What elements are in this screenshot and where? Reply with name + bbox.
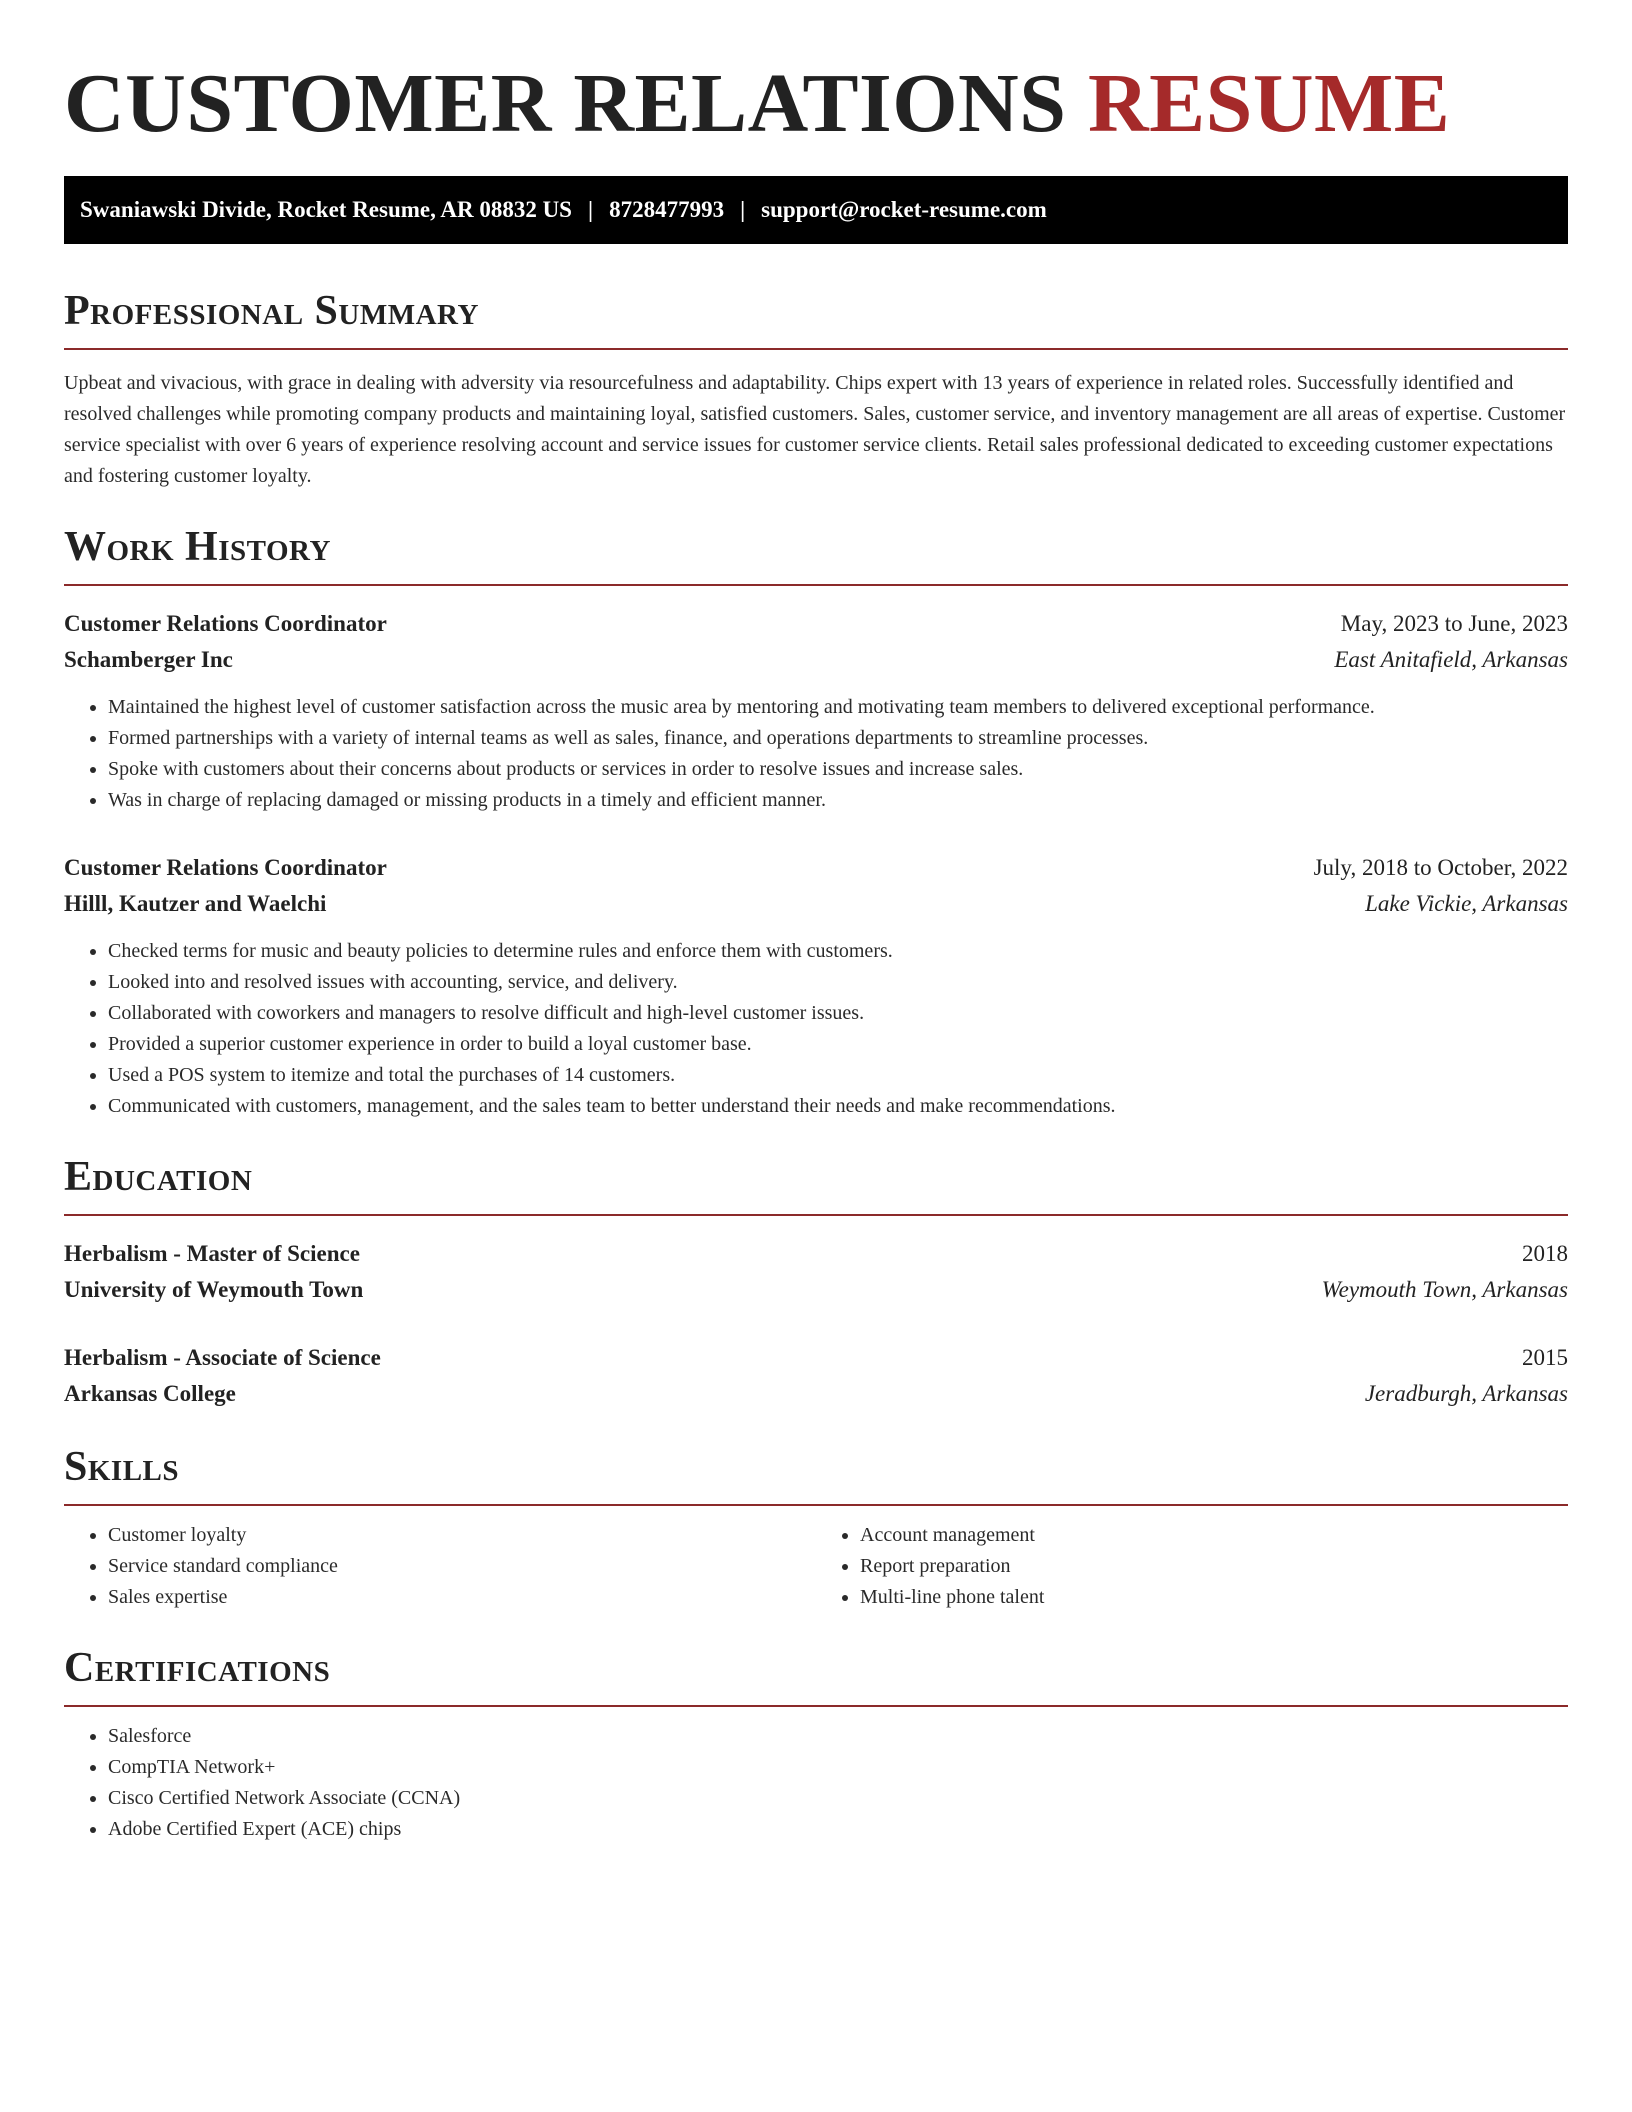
section-heading-certifications: Certifications bbox=[64, 1645, 331, 1691]
job-title: Customer Relations Coordinator bbox=[64, 611, 387, 636]
list-item: • Account management bbox=[860, 1520, 1568, 1551]
education-year: 2015 bbox=[1522, 1345, 1568, 1370]
section-divider bbox=[64, 1504, 1568, 1506]
contact-bar bbox=[64, 176, 1568, 244]
section-divider bbox=[64, 348, 1568, 350]
education-school-row bbox=[64, 1376, 1568, 1412]
work-history-section bbox=[64, 522, 1568, 1122]
summary-text: Upbeat and vivacious, with grace in dealing with adversity via resourcefulness and adaptability. Chips expert with 13 years of experience in related roles. Successfully identified and resolved challenges while promoting company products and maintaining loyal, satisfied customers. Sales, customer service, and inventory management are all areas of expertise. Customer service specialist with over 6 years of experience resolving account and service issues for customer service clients. Retail sales professional dedicated to exceeding customer expectations and fostering customer loyalty. bbox=[64, 372, 1566, 487]
list-item: • Report preparation bbox=[860, 1551, 1568, 1582]
education-degree: Herbalism - Master of Science bbox=[64, 1241, 360, 1266]
list-item: • Multi-line phone talent bbox=[860, 1582, 1568, 1613]
title-accent: RESUME bbox=[1087, 57, 1451, 150]
job-company-row bbox=[64, 642, 1568, 678]
skills-list-right bbox=[816, 1520, 1568, 1613]
list-item: • Customer loyalty bbox=[108, 1520, 816, 1551]
job-bullets bbox=[64, 692, 1568, 816]
contact-separator: | bbox=[740, 197, 746, 222]
section-heading-education: Education bbox=[64, 1154, 253, 1200]
education-header-row bbox=[64, 1236, 1568, 1272]
list-item: • Maintained the highest level of customer satisfaction across the music area by mentoring and motivating team members to delivered exceptional performance. bbox=[108, 692, 1568, 723]
list-item: • CompTIA Network+ bbox=[108, 1752, 1568, 1783]
education-school-row bbox=[64, 1272, 1568, 1308]
list-item: • Salesforce bbox=[108, 1721, 1568, 1752]
list-item: • Cisco Certified Network Associate (CCNA) bbox=[108, 1783, 1568, 1814]
education-year: 2018 bbox=[1522, 1241, 1568, 1266]
contact-separator: | bbox=[587, 197, 594, 222]
job-dates: May, 2023 to June, 2023 bbox=[1340, 611, 1568, 636]
list-item: • Looked into and resolved issues with accounting, service, and delivery. bbox=[108, 967, 1568, 998]
education-location: Weymouth Town, Arkansas bbox=[1321, 1277, 1568, 1302]
section-divider bbox=[64, 584, 1568, 586]
job-entry bbox=[64, 606, 1568, 816]
education-header-row bbox=[64, 1340, 1568, 1376]
section-heading-work-history: Work History bbox=[64, 524, 331, 570]
job-location: East Anitafield, Arkansas bbox=[1334, 647, 1568, 672]
summary-section bbox=[64, 286, 1568, 492]
job-location: Lake Vickie, Arkansas bbox=[1365, 891, 1568, 916]
section-heading-skills: Skills bbox=[64, 1444, 180, 1490]
list-item: • Used a POS system to itemize and total the purchases of 14 customers. bbox=[108, 1060, 1568, 1091]
job-company: Hilll, Kautzer and Waelchi bbox=[64, 891, 327, 916]
education-entry bbox=[64, 1340, 1568, 1412]
education-entry bbox=[64, 1236, 1568, 1308]
skills-section bbox=[64, 1442, 1568, 1613]
list-item: • Collaborated with coworkers and managers to resolve difficult and high-level customer issues. bbox=[108, 998, 1568, 1029]
education-degree: Herbalism - Associate of Science bbox=[64, 1345, 381, 1370]
job-title: Customer Relations Coordinator bbox=[64, 855, 387, 880]
list-item: • Communicated with customers, management, and the sales team to better understand their needs and make recommendations. bbox=[108, 1091, 1568, 1122]
section-divider bbox=[64, 1214, 1568, 1216]
education-section bbox=[64, 1152, 1568, 1412]
skills-grid bbox=[64, 1520, 1568, 1613]
contact-phone: 8728477993 bbox=[609, 197, 725, 222]
list-item: • Checked terms for music and beauty policies to determine rules and enforce them with customers. bbox=[108, 936, 1568, 967]
job-company: Schamberger Inc bbox=[64, 647, 233, 672]
contact-address: Swaniawski Divide, Rocket Resume, AR 08832 US bbox=[80, 197, 572, 222]
contact-email: support@rocket-resume.com bbox=[761, 197, 1047, 222]
certifications-section bbox=[64, 1643, 1568, 1845]
section-heading-summary: Professional Summary bbox=[64, 288, 479, 334]
education-school: Arkansas College bbox=[64, 1381, 236, 1406]
job-company-row bbox=[64, 886, 1568, 922]
certifications-list bbox=[64, 1721, 1568, 1845]
list-item: • Service standard compliance bbox=[108, 1551, 816, 1582]
section-divider bbox=[64, 1705, 1568, 1707]
job-dates: July, 2018 to October, 2022 bbox=[1313, 855, 1568, 880]
education-location: Jeradburgh, Arkansas bbox=[1364, 1381, 1568, 1406]
job-header-row bbox=[64, 606, 1568, 642]
list-item: • Provided a superior customer experience in order to build a loyal customer base. bbox=[108, 1029, 1568, 1060]
list-item: • Sales expertise bbox=[108, 1582, 816, 1613]
skills-list-left bbox=[64, 1520, 816, 1613]
list-item: • Spoke with customers about their concerns about products or services in order to resolve issues and increase sales. bbox=[108, 754, 1568, 785]
job-header-row bbox=[64, 850, 1568, 886]
resume-title bbox=[64, 0, 1568, 152]
list-item: • Was in charge of replacing damaged or missing products in a timely and efficient manner. bbox=[108, 785, 1568, 816]
list-item: • Formed partnerships with a variety of internal teams as well as sales, finance, and operations departments to streamline processes. bbox=[108, 723, 1568, 754]
education-school: University of Weymouth Town bbox=[64, 1277, 364, 1302]
list-item: • Adobe Certified Expert (ACE) chips bbox=[108, 1814, 1568, 1845]
job-entry bbox=[64, 850, 1568, 1122]
title-main: CUSTOMER RELATIONS bbox=[64, 57, 1067, 150]
job-bullets bbox=[64, 936, 1568, 1122]
